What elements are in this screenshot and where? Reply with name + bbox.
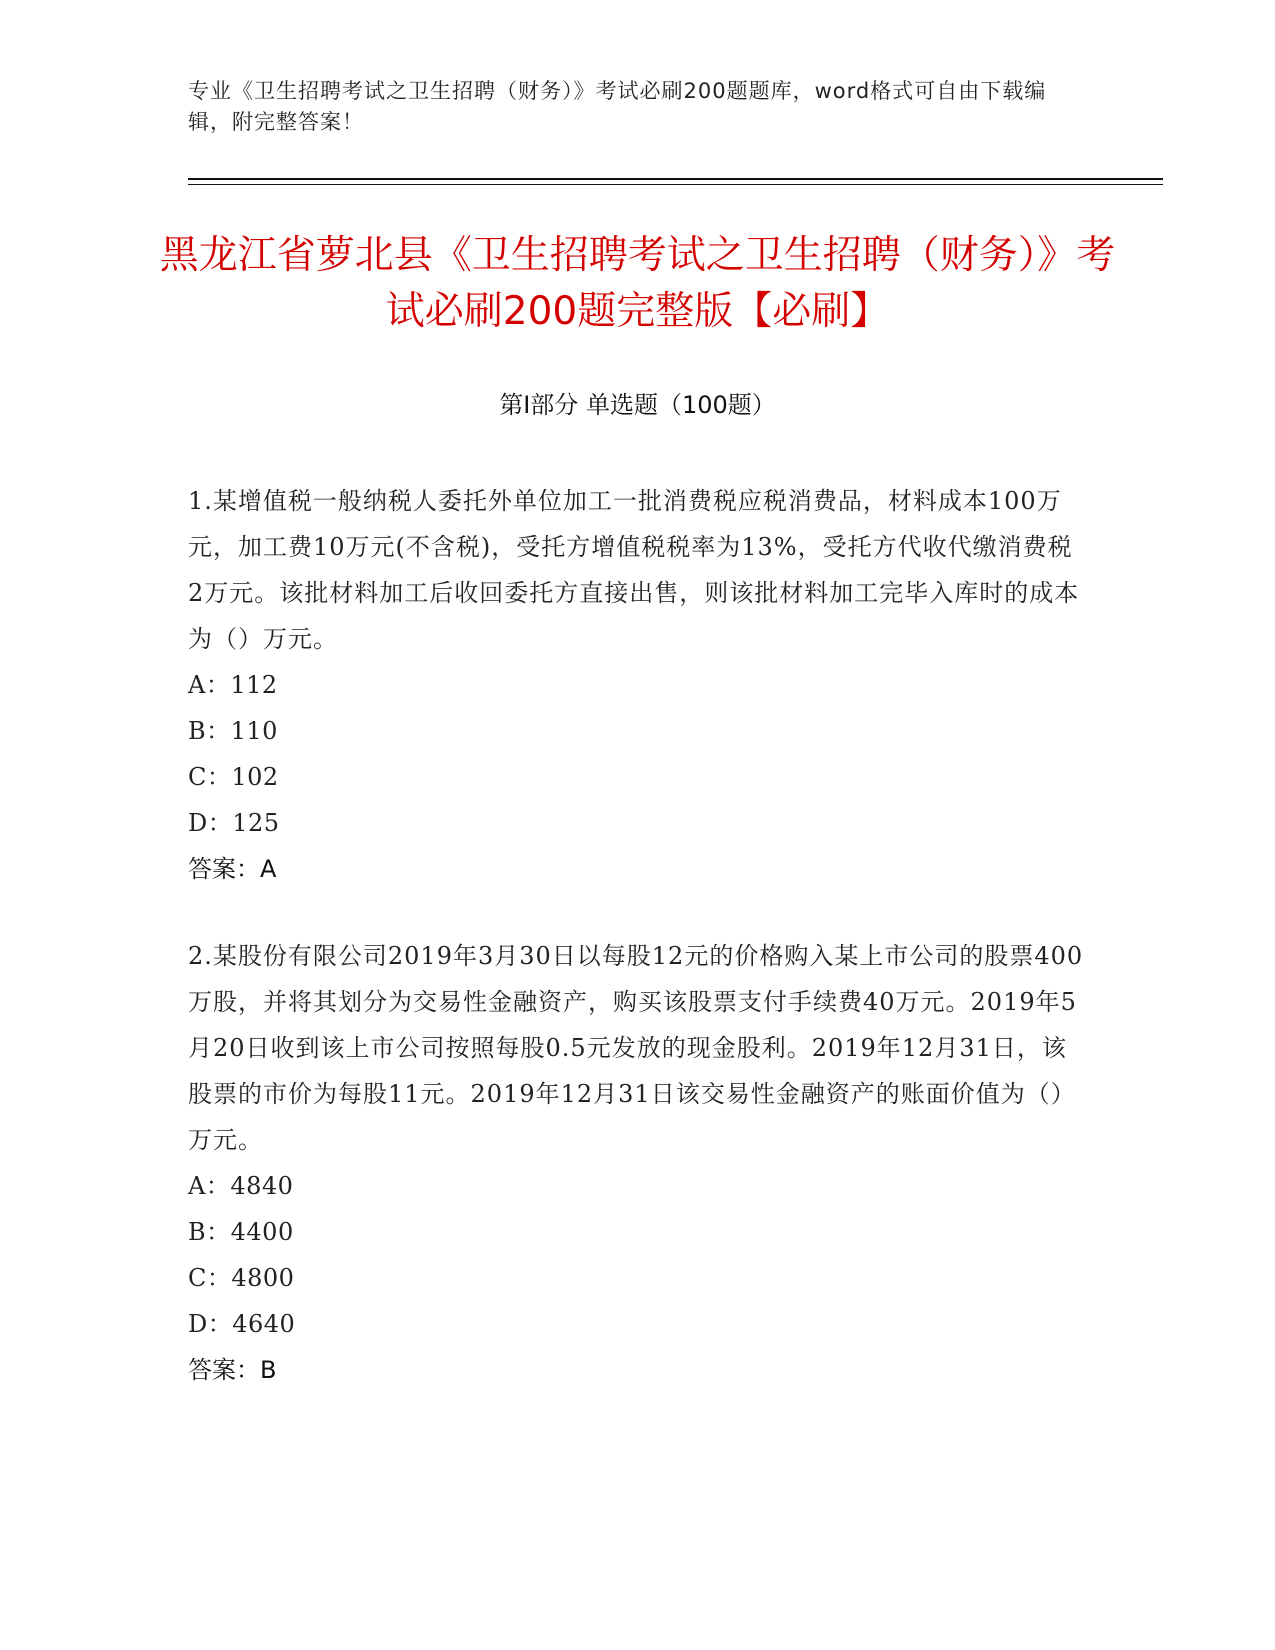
option-c: C：4800 [188, 1264, 295, 1292]
header-note: 专业《卫生招聘考试之卫生招聘（财务）》考试必刷200题题库，word格式可自由下载编辑，附完整答案！ [188, 79, 1047, 134]
option-d: D：4640 [188, 1310, 296, 1338]
option-a: A：4840 [188, 1172, 294, 1200]
header-divider-thin [188, 184, 1163, 185]
option-b: B：110 [188, 717, 278, 745]
document-title: 黑龙江省萝北县《卫生招聘考试之卫生招聘（财务）》考试必刷200题完整版【必刷】 [159, 233, 1116, 334]
section-heading: 第I部分 单选题（100题） [499, 391, 776, 419]
question-1 [188, 478, 1088, 892]
answer: 答案：A [188, 855, 277, 883]
option-d: D：125 [188, 809, 280, 837]
option-c: C：102 [188, 763, 279, 791]
option-a: A：112 [188, 671, 278, 699]
answer: 答案：B [188, 1356, 277, 1384]
question-2 [188, 933, 1088, 1393]
question-text: 2.某股份有限公司2019年3月30日以每股12元的价格购入某上市公司的股票400万股，并将其划分为交易性金融资产，购买该股票支付手续费40万元。2019年5月20日收到该上市公司按照每股0.5元发放的现金股利。2019年12月31日，该股票的市价为每股11元。2019年12月31日该交易性金融资产的账面价值为（）万元。 [188, 942, 1084, 1154]
question-text: 1.某增值税一般纳税人委托外单位加工一批消费税应税消费品，材料成本100万元，加工费10万元(不含税)，受托方增值税税率为13%，受托方代收代缴消费税2万元。该批材料加工后收回委托方直接出售，则该批材料加工完毕入库时的成本为（）万元。 [188, 487, 1080, 653]
header-divider-thick [188, 178, 1163, 180]
option-b: B：4400 [188, 1218, 294, 1246]
